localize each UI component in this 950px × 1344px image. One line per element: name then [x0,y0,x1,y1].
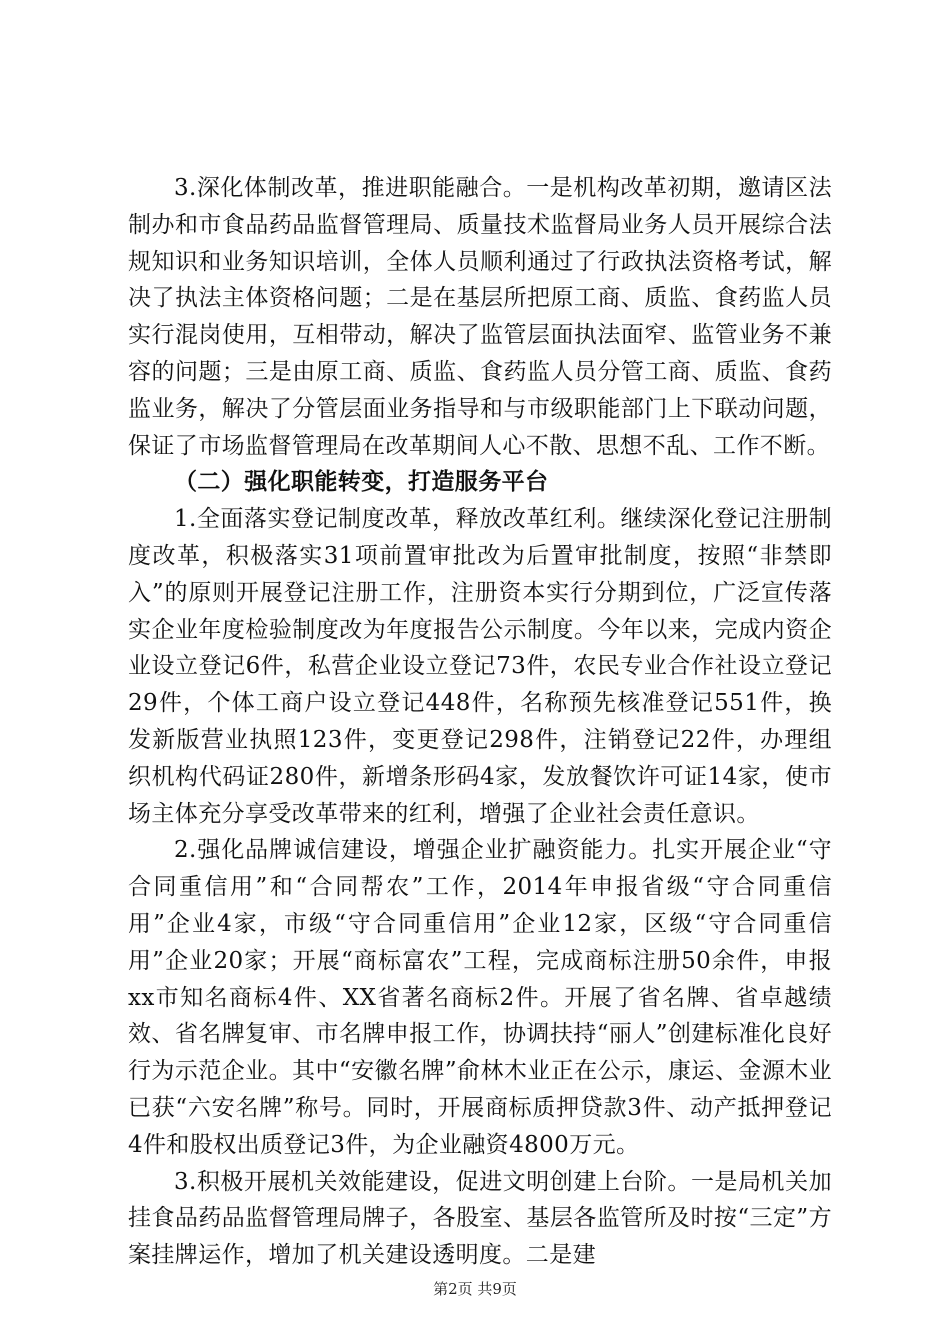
paragraph-brand-credit: 2.强化品牌诚信建设，增强企业扩融资能力。扎实开展企业“守合同重信用”和“合同帮农”工作，2014年申报省级“守合同重信用”企业4家，市级“守合同重信用”企业12家，区级“守合同重信用”企业20家；开展“商标富农”工程，完成商标注册50余件，申报xx市知名商标4件、XX省著名商标2件。开展了省名牌、省卓越绩效、省名牌复审、市名牌申报工作，协调扶持“丽人”创建标准化良好行为示范企业。其中“安徽名牌”俞林木业正在公示，康运、金源木业已获“六安名牌”称号。同时，开展商标质押贷款3件、动产抵押登记4件和股权出质登记3件，为企业融资4800万元。 [128,837,832,1158]
section-heading-service-platform: （二）强化职能转变，打造服务平台 [174,468,549,496]
document-body [128,170,832,1274]
paragraph-efficiency-building: 3.积极开展机关效能建设，促进文明创建上台阶。一是局机关加挂食品药品监督管理局牌子，各股室、基层各监管所及时按“三定”方案挂牌运作，增加了机关建设透明度。二是建 [128,1168,832,1269]
paragraph-registration-reform: 1.全面落实登记制度改革，释放改革红利。继续深化登记注册制度改革，积极落实31项前置审批改为后置审批制度，按照“非禁即入”的原则开展登记注册工作，注册资本实行分期到位，广泛宣传落实企业年度检验制度改为年度报告公示制度。今年以来，完成内资企业设立登记6件，私营企业设立登记73件，农民专业合作社设立登记29件，个体工商户设立登记448件，名称预先核准登记551件，换发新版营业执照123件，变更登记298件，注销登记22件，办理组织机构代码证280件，新增条形码4家，发放餐饮许可证14家，使市场主体充分享受改革带来的红利，增强了企业社会责任意识。 [128,506,832,827]
page-footer: 第2页 共9页 [433,1280,517,1298]
paragraph-institutional-reform: 3.深化体制改革，推进职能融合。一是机构改革初期，邀请区法制办和市食品药品监督管理局、质量技术监督局业务人员开展综合法规知识和业务知识培训，全体人员顺利通过了行政执法资格考试，解决了执法主体资格问题；二是在基层所把原工商、质监、食药监人员实行混岗使用，互相带动，解决了监管层面执法面窄、监管业务不兼容的问题；三是由原工商、质监、食药监人员分管工商、质监、食药监业务，解决了分管层面业务指导和与市级职能部门上下联动问题，保证了市场监督管理局在改革期间人心不散、思想不乱、工作不断。 [128,175,832,459]
